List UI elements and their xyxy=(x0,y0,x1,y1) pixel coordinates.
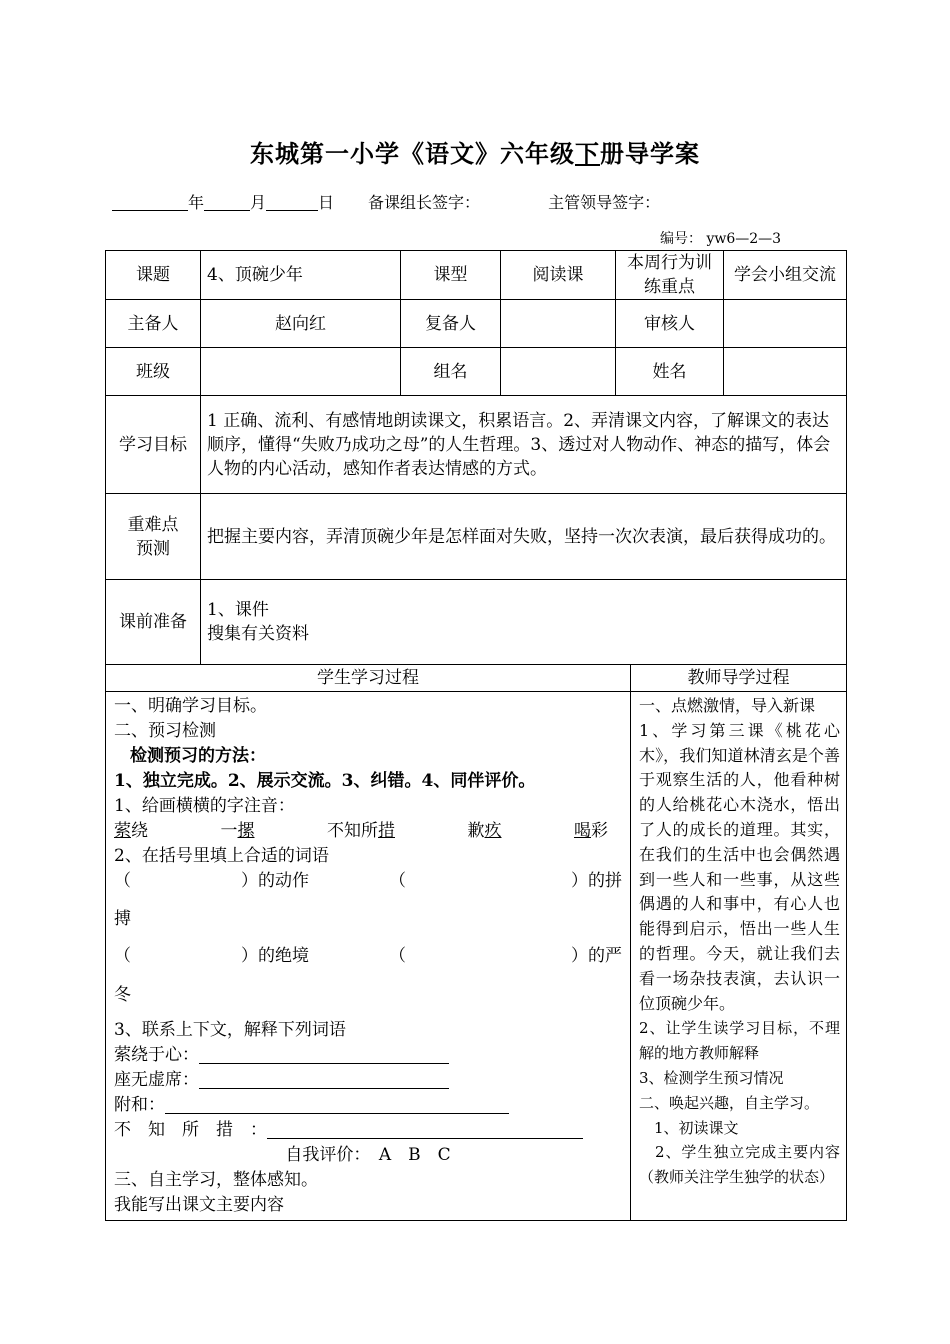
focus-value: 学会小组交流 xyxy=(724,251,847,300)
page-title: 东城第一小学《语文》六年级下册导学案 xyxy=(250,139,700,168)
teacher-process: 一、点燃激情，导入新课 1、学习第三课《桃花心木》，我们知道林清玄是个善于观察生活的人，他看种树的人给桃花心木浇水，悟出了人的成长的道理。其实，在我们的生活中也会偶然遇到一些人和一些事，从这些偶遇的人和事中，有心人也能得到启示，悟出一些人生的哲理。今天，就让我们去看一场杂技表演，去认识一位顶碗少年。 2、让学生读学习目标，不理解的地方教师解释 3、检测学生预习情况 二、唤起兴趣，自主学习。 1、初读课文 2、学生独立完成主要内容（教师关注学生独学的状态） xyxy=(631,692,847,1221)
class-value[interactable] xyxy=(201,348,401,396)
student-header: 学生学习过程 xyxy=(106,665,631,692)
topic-label: 课题 xyxy=(106,251,201,300)
name-value[interactable] xyxy=(724,348,847,396)
group-value[interactable] xyxy=(501,348,616,396)
pinyin-words: 萦绕 一摞 不知所措 歉疚 喝彩 xyxy=(114,821,608,841)
teacher-header: 教师导学过程 xyxy=(631,665,847,692)
main-value: 赵向红 xyxy=(201,300,401,348)
month-blank[interactable] xyxy=(204,194,250,211)
review-label: 审核人 xyxy=(616,300,724,348)
signature-line: 年 月 日 备课组长签字： 主管领导签字： xyxy=(112,190,660,213)
student-process: 一、明确学习目标。 二、预习检测 检测预习的方法： 1、独立完成。2、展示交流。3、纠错。4、同伴评价。 1、给画横横的字注音： 萦绕 一摞 不知所措 歉疚 喝彩 2、在括号里填上合适的词语 （ ）的动作 （ ）的拼 搏 （ ）的绝境 （ ）的严 冬 3、联系上下文，解释下列词语 萦绕于心： 座无虚席： 附和： 不 知 所 措 ： 自我评价： A B C 三、自主学习，整体感知。 我能写出课文主要内容 xyxy=(106,692,631,1221)
answer-line[interactable] xyxy=(199,1070,449,1089)
self-evaluation: 自我评价： A B C xyxy=(285,1145,451,1165)
doc-code: 编号： yw6—2—3 xyxy=(660,231,782,247)
info-table xyxy=(105,250,847,665)
year-blank[interactable] xyxy=(112,194,188,211)
key-text: 把握主要内容，弄清顶碗少年是怎样面对失败，坚持一次次表演，最后获得成功的。 xyxy=(201,494,847,580)
answer-line[interactable] xyxy=(267,1120,583,1139)
group-label: 组名 xyxy=(401,348,501,396)
leader-sign-label: 备课组长签字： xyxy=(368,193,481,212)
goal-text: 1 正确、流利、有感情地朗读课文，积累语言。2、弄清课文内容，了解课文的表达顺序，懂得“失败乃成功之母”的人生哲理。3、透过对人物动作、神态的描写，体会人物的内心活动，感知作者表达情感的方式。 xyxy=(201,396,847,494)
answer-line[interactable] xyxy=(165,1095,509,1114)
prep-label: 课前准备 xyxy=(106,580,201,665)
answer-line[interactable] xyxy=(199,1045,449,1064)
manager-sign-label: 主管领导签字： xyxy=(548,193,661,212)
review-value[interactable] xyxy=(724,300,847,348)
name-label: 姓名 xyxy=(616,348,724,396)
topic-value: 4、顶碗少年 xyxy=(201,251,401,300)
second-value[interactable] xyxy=(501,300,616,348)
type-label: 课型 xyxy=(401,251,501,300)
goal-label: 学习目标 xyxy=(106,396,201,494)
process-table xyxy=(105,664,847,1221)
focus-label: 本周行为训练重点 xyxy=(616,251,724,300)
day-blank[interactable] xyxy=(266,194,318,211)
main-label: 主备人 xyxy=(106,300,201,348)
second-label: 复备人 xyxy=(401,300,501,348)
key-label: 重难点 预测 xyxy=(106,494,201,580)
type-value: 阅读课 xyxy=(501,251,616,300)
class-label: 班级 xyxy=(106,348,201,396)
prep-text: 1、课件 搜集有关资料 xyxy=(201,580,847,665)
